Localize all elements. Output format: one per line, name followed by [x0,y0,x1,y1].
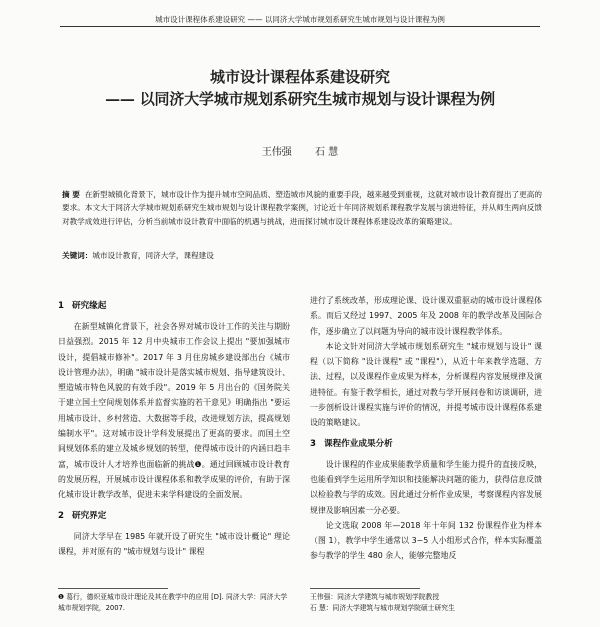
left-column [58,293,290,559]
footnote-rule-left [58,588,168,589]
section-2-title: 研究界定 [71,510,107,521]
abstract-label: 摘 要 [62,190,80,199]
section-3-paragraph-1: 设计课程的作业成果能教学质量和学生能力提升的直接反映，也能看到学生运用所学知识和技能解决问题的能力，获得信息反馈以检验教与学的成效。因此通过分析作业成果，考察课程内容发展规律及影响因素一分必要。 [310,459,542,515]
author-1: 王伟强 [261,147,292,158]
footnote-right [310,592,542,614]
footnote-rule-right [310,588,420,589]
section-3-title: 课程作业成果分析 [323,438,393,449]
section-3-number: 3 [310,438,316,449]
author-line [0,143,600,158]
section-1-paragraph: 在新型城镇化背景下，社会各界对城市设计工作的关注与期盼日益强烈。2015 年 12 月中央城市工作会议上提出 "要加强城市设计，提倡城市修补"。2017 年 3 月住房城乡建设部出台《城市设计管理办法》，明确 "城市设计是落实城市规划、指导建筑设计、塑造城市特色风貌的有效手段"。2019 年 5 月出台的《国务院关于建立国土空间规划体系并监督实施的若干意见》明确指出 "要运用城市设计、乡村营造、大数据等手段，改进规划方法，提高规划编制水平"。这对城市设计学科发展提出了更高的要求。而国土空间规划体系的建立及城乡规划的转型，使得城市设计的内涵日趋丰富，城市设计人才培养也面临新的挑战❶。通过回顾城市设计教育的发展历程，开展城市设计课程体系和教学成果的评价，有助于深化城市设计教学改革，促进未来学科建设的全面发展。 [58,322,290,500]
keywords-label: 关键词： [62,251,93,260]
section-1-heading [58,293,290,319]
paragraph: 本论文针对同济大学城市规划系研究生 "城市规划与设计" 课程（以下简称 "设计课程" 或 "课程"），从近十年来教学选题、方法、过程，以及课程作业成果为样本，分析课程内容发展规律及演进特征。有鉴于教学相长，通过对教与学开展问卷和访谈调研，进一步剖析设计课程实施与评价的情况，并提考城市设计课程体系建设的策略建议。 [310,341,542,428]
section-3-heading [310,431,542,457]
section-2-paragraph: 同济大学早在 1985 年就开设了研究生 "城市设计概论" 理论课程，并对原有的 "城市规划与设计" 课程 [58,531,290,556]
keywords-text: 城市设计教育，同济大学，课程建设 [92,251,214,260]
section-3-paragraph-2: 论文选取 2008 年—2018 年十年间 132 份课程作业为样本（图 1），教学中学生通常以 3~5 人小组形式合作，样本实际覆盖参与教学的学生 480 余人，能够完整地反 [310,520,542,561]
continued-paragraph: 进行了系统改革，形成理论课、设计课双重驱动的城市设计课程体系。而后又经过 1997、2005 年及 2008 年的教学改革及国际合作，逐步确立了以问题为导向的城市设计课程教学体系。 [310,296,542,336]
keywords [62,250,542,261]
author-2: 石 慧 [315,147,339,158]
footnote-left: ❶ 葛行，德炽亚城市设计理论及其在教学中的应用 [D]. 同济大学：同济大学城市规划学院，2007. [58,593,288,612]
author-affiliation-2: 石 慧：同济大学建筑与城市规划学院硕士研究生 [310,604,455,612]
right-column [310,293,542,564]
section-1-title: 研究缘起 [71,301,107,311]
paper-subtitle: —— 以同济大学城市规划系研究生城市规划与设计课程为例 [105,90,495,108]
section-1-number: 1 [58,301,64,311]
section-2-number: 2 [58,510,64,521]
header-rule [60,26,540,27]
paper-title: 城市设计课程体系建设研究 [209,68,390,86]
section-2-heading [58,503,290,529]
abstract-text: 在新型城镇化背景下，城市设计作为提升城市空间品质、塑造城市风貌的重要手段，越来越受到重视，这就对城市设计教育提出了更高的要求。本文大于同济大学城市规划系研究生城市规划与设计课程教学案例，讨论近十年同济规划系课程教学发展与演进特征，并从师生两向反馈对教学成效进行评估，分析当前城市设计教育中面临的机遇与挑战，进而探讨城市设计课程体系建设改革的策略建议。 [62,190,543,226]
abstract [62,188,542,228]
running-head: 城市设计课程体系建设研究 —— 以同济大学城市规划系研究生城市规划与设计课程为例 [155,15,445,24]
author-affiliation-1: 王伟强：同济大学建筑与城市规划学院教授 [310,593,440,601]
